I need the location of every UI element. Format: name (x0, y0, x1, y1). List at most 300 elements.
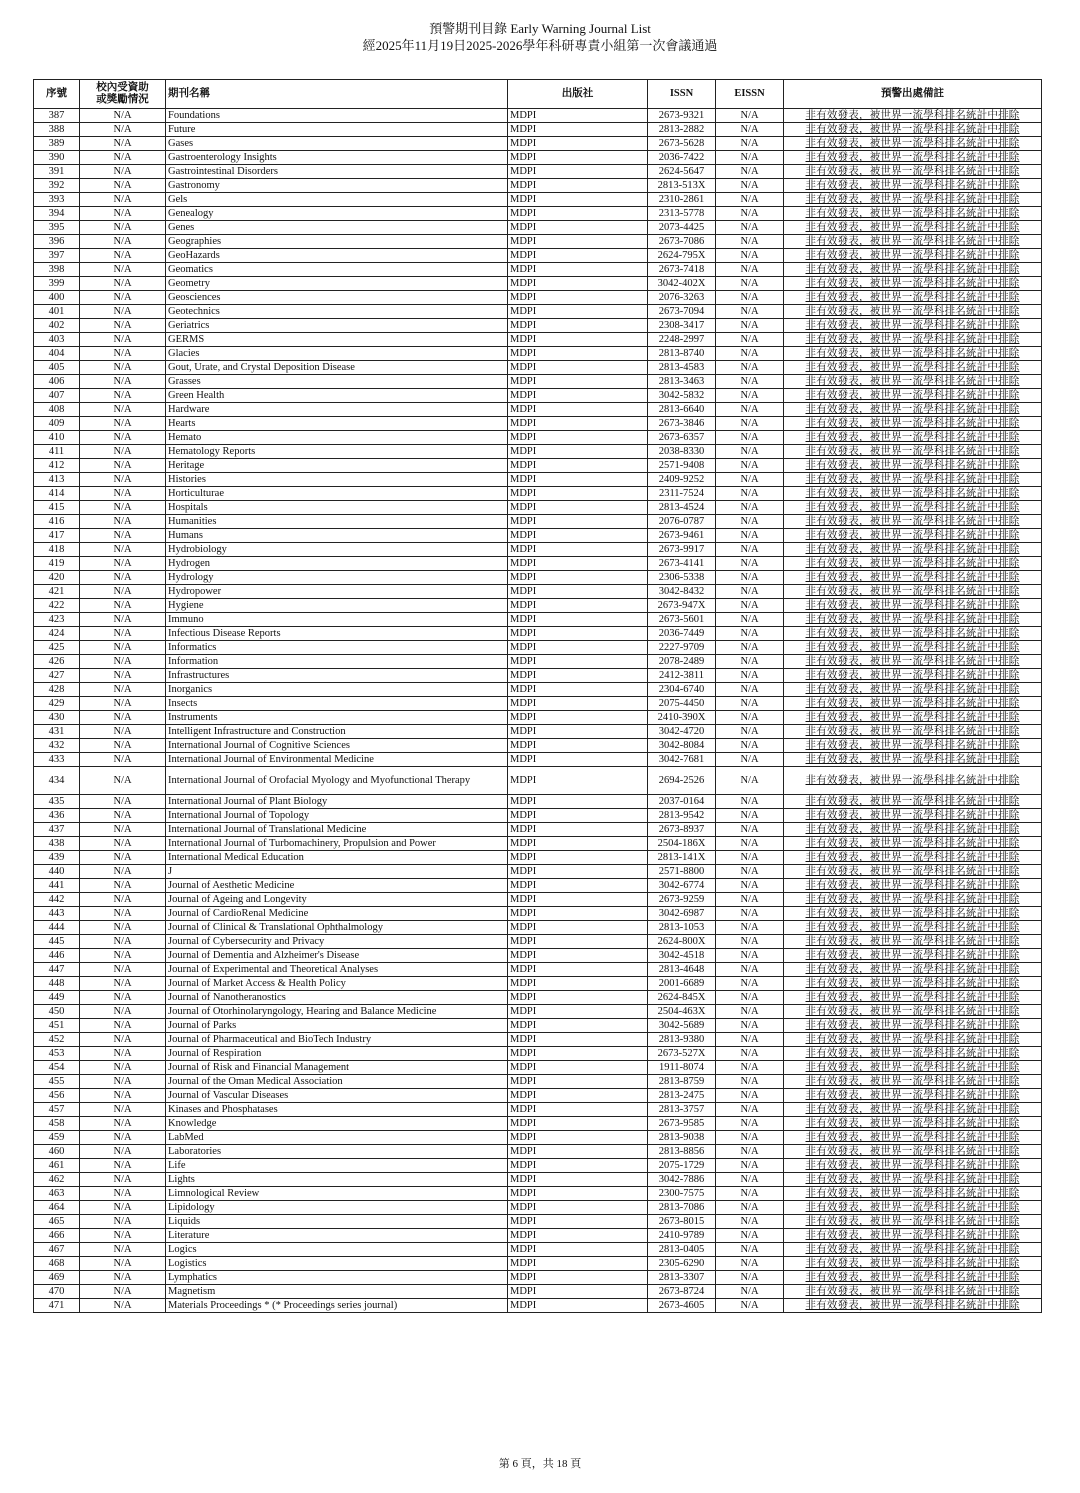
journal-name-cell: Journal of Vascular Diseases (166, 1089, 508, 1103)
eissn-cell: N/A (716, 613, 784, 627)
funding-cell: N/A (80, 1285, 166, 1299)
funding-cell: N/A (80, 837, 166, 851)
eissn-cell: N/A (716, 893, 784, 907)
table-row (34, 1257, 1042, 1271)
journal-name-cell: J (166, 865, 508, 879)
warning-note-cell (784, 739, 1042, 753)
eissn-cell: N/A (716, 165, 784, 179)
journal-name-cell: Journal of CardioRenal Medicine (166, 907, 508, 921)
publisher-cell: MDPI (508, 1173, 648, 1187)
table-row (34, 655, 1042, 669)
warning-note-cell (784, 1173, 1042, 1187)
issn-cell: 2076-3263 (648, 291, 716, 305)
eissn-cell: N/A (716, 501, 784, 515)
publisher-cell: MDPI (508, 1047, 648, 1061)
issn-cell: 2813-9542 (648, 809, 716, 823)
eissn-cell: N/A (716, 907, 784, 921)
eissn-cell: N/A (716, 795, 784, 809)
journal-name-cell: Liquids (166, 1215, 508, 1229)
document-title: 預警期刊目錄 Early Warning Journal List (429, 21, 651, 36)
warning-note-text: 非有效發表，被世界一流學科排名統計中排除 (805, 278, 1020, 289)
table-row (34, 263, 1042, 277)
eissn-cell: N/A (716, 179, 784, 193)
issn-cell: 2813-4583 (648, 361, 716, 375)
table-row (34, 417, 1042, 431)
warning-note-cell (784, 1075, 1042, 1089)
warning-note-cell (784, 1243, 1042, 1257)
journal-name-cell: Insects (166, 697, 508, 711)
warning-note-cell (784, 319, 1042, 333)
table-row (34, 683, 1042, 697)
serial-cell: 399 (34, 277, 80, 291)
issn-cell: 2813-8856 (648, 1145, 716, 1159)
funding-cell: N/A (80, 333, 166, 347)
journal-name-cell: Geographies (166, 235, 508, 249)
eissn-cell: N/A (716, 1299, 784, 1313)
serial-cell: 450 (34, 1005, 80, 1019)
eissn-cell: N/A (716, 1257, 784, 1271)
journal-name-cell: Journal of Nanotheranostics (166, 991, 508, 1005)
warning-note-cell (784, 179, 1042, 193)
warning-note-text: 非有效發表，被世界一流學科排名統計中排除 (805, 362, 1020, 373)
funding-cell: N/A (80, 641, 166, 655)
issn-cell: 2673-4605 (648, 1299, 716, 1313)
serial-cell: 440 (34, 865, 80, 879)
journal-name-cell: Green Health (166, 389, 508, 403)
publisher-cell: MDPI (508, 879, 648, 893)
issn-cell: 3042-402X (648, 277, 716, 291)
serial-cell: 470 (34, 1285, 80, 1299)
warning-note-cell (784, 907, 1042, 921)
issn-cell: 2310-2861 (648, 193, 716, 207)
serial-cell: 471 (34, 1299, 80, 1313)
publisher-cell: MDPI (508, 123, 648, 137)
warning-note-text: 非有效發表，被世界一流學科排名統計中排除 (805, 1244, 1020, 1255)
serial-cell: 389 (34, 137, 80, 151)
publisher-cell: MDPI (508, 767, 648, 795)
header-row (34, 80, 1042, 109)
warning-note-text: 非有效發表，被世界一流學科排名統計中排除 (805, 348, 1020, 359)
col-issn-header: ISSN (648, 80, 716, 109)
publisher-cell: MDPI (508, 193, 648, 207)
table-row (34, 557, 1042, 571)
funding-cell: N/A (80, 1019, 166, 1033)
warning-note-text: 非有效發表，被世界一流學科排名統計中排除 (805, 796, 1020, 807)
col-funding-header: 校內受資助 或獎勵情況 (80, 80, 166, 109)
publisher-cell: MDPI (508, 641, 648, 655)
publisher-cell: MDPI (508, 921, 648, 935)
journal-name-cell: Information (166, 655, 508, 669)
table-row (34, 319, 1042, 333)
issn-cell: 2673-9585 (648, 1117, 716, 1131)
warning-note-text: 非有效發表，被世界一流學科排名統計中排除 (805, 446, 1020, 457)
warning-note-text: 非有效發表，被世界一流學科排名統計中排除 (805, 656, 1020, 667)
serial-cell: 410 (34, 431, 80, 445)
publisher-cell: MDPI (508, 613, 648, 627)
serial-cell: 454 (34, 1061, 80, 1075)
table-row (34, 585, 1042, 599)
publisher-cell: MDPI (508, 501, 648, 515)
warning-note-cell (784, 389, 1042, 403)
publisher-cell: MDPI (508, 851, 648, 865)
warning-note-cell (784, 697, 1042, 711)
publisher-cell: MDPI (508, 1159, 648, 1173)
warning-note-cell (784, 921, 1042, 935)
journal-name-cell: International Journal of Turbomachinery, Propulsion and Power (166, 837, 508, 851)
table-row (34, 1047, 1042, 1061)
eissn-cell: N/A (716, 1187, 784, 1201)
publisher-cell: MDPI (508, 417, 648, 431)
journal-name-cell: International Journal of Topology (166, 809, 508, 823)
warning-note-text: 非有效發表，被世界一流學科排名統計中排除 (805, 1146, 1020, 1157)
eissn-cell: N/A (716, 851, 784, 865)
funding-cell: N/A (80, 599, 166, 613)
eissn-cell: N/A (716, 1047, 784, 1061)
serial-cell: 438 (34, 837, 80, 851)
serial-cell: 405 (34, 361, 80, 375)
issn-cell: 2673-8724 (648, 1285, 716, 1299)
warning-note-text: 非有效發表，被世界一流學科排名統計中排除 (805, 908, 1020, 919)
warning-note-text: 非有效發表，被世界一流學科排名統計中排除 (805, 404, 1020, 415)
table-row (34, 907, 1042, 921)
publisher-cell: MDPI (508, 711, 648, 725)
issn-cell: 2410-9789 (648, 1229, 716, 1243)
eissn-cell: N/A (716, 151, 784, 165)
publisher-cell: MDPI (508, 305, 648, 319)
funding-cell: N/A (80, 711, 166, 725)
serial-cell: 403 (34, 333, 80, 347)
journal-name-cell: Infectious Disease Reports (166, 627, 508, 641)
serial-cell: 436 (34, 809, 80, 823)
publisher-cell: MDPI (508, 543, 648, 557)
journal-name-cell: Hemato (166, 431, 508, 445)
funding-cell: N/A (80, 193, 166, 207)
journal-name-cell: International Journal of Orofacial Myology and Myofunctional Therapy (166, 767, 508, 795)
eissn-cell: N/A (716, 459, 784, 473)
warning-note-cell (784, 1061, 1042, 1075)
journal-name-cell: Glacies (166, 347, 508, 361)
eissn-cell: N/A (716, 571, 784, 585)
warning-note-cell (784, 809, 1042, 823)
table-row (34, 1089, 1042, 1103)
serial-cell: 453 (34, 1047, 80, 1061)
warning-note-text: 非有效發表，被世界一流學科排名統計中排除 (805, 558, 1020, 569)
table-row (34, 711, 1042, 725)
eissn-cell: N/A (716, 305, 784, 319)
warning-note-text: 非有效發表，被世界一流學科排名統計中排除 (805, 152, 1020, 163)
eissn-cell: N/A (716, 935, 784, 949)
issn-cell: 2673-527X (648, 1047, 716, 1061)
col-journal-name-header: 期刊名稱 (166, 80, 508, 109)
warning-note-text: 非有效發表，被世界一流學科排名統計中排除 (805, 754, 1020, 765)
funding-cell: N/A (80, 893, 166, 907)
serial-cell: 387 (34, 109, 80, 123)
journal-name-cell: Immuno (166, 613, 508, 627)
warning-note-cell (784, 879, 1042, 893)
warning-note-text: 非有效發表，被世界一流學科排名統計中排除 (805, 502, 1020, 513)
warning-note-text: 非有效發表，被世界一流學科排名統計中排除 (805, 614, 1020, 625)
warning-note-cell (784, 571, 1042, 585)
issn-cell: 2813-3463 (648, 375, 716, 389)
serial-cell: 437 (34, 823, 80, 837)
funding-cell: N/A (80, 459, 166, 473)
table-row (34, 767, 1042, 795)
serial-cell: 431 (34, 725, 80, 739)
table-row (34, 963, 1042, 977)
issn-cell: 2813-141X (648, 851, 716, 865)
funding-cell: N/A (80, 669, 166, 683)
serial-cell: 408 (34, 403, 80, 417)
publisher-cell: MDPI (508, 277, 648, 291)
warning-note-cell (784, 403, 1042, 417)
warning-note-cell (784, 557, 1042, 571)
warning-note-text: 非有效發表，被世界一流學科排名統計中排除 (805, 432, 1020, 443)
publisher-cell: MDPI (508, 179, 648, 193)
serial-cell: 418 (34, 543, 80, 557)
issn-cell: 2624-795X (648, 249, 716, 263)
table-row (34, 431, 1042, 445)
warning-note-text: 非有效發表，被世界一流學科排名統計中排除 (805, 964, 1020, 975)
warning-note-text: 非有效發表，被世界一流學科排名統計中排除 (805, 810, 1020, 821)
funding-cell: N/A (80, 907, 166, 921)
table-row (34, 1033, 1042, 1047)
funding-cell: N/A (80, 949, 166, 963)
eissn-cell: N/A (716, 1103, 784, 1117)
issn-cell: 2813-3307 (648, 1271, 716, 1285)
table-row (34, 109, 1042, 123)
issn-cell: 2571-9408 (648, 459, 716, 473)
publisher-cell: MDPI (508, 487, 648, 501)
table-row (34, 193, 1042, 207)
eissn-cell: N/A (716, 529, 784, 543)
serial-cell: 407 (34, 389, 80, 403)
issn-cell: 2813-0405 (648, 1243, 716, 1257)
journal-name-cell: Knowledge (166, 1117, 508, 1131)
journal-name-cell: Geosciences (166, 291, 508, 305)
funding-cell: N/A (80, 585, 166, 599)
publisher-cell: MDPI (508, 809, 648, 823)
journal-name-cell: Journal of Aesthetic Medicine (166, 879, 508, 893)
publisher-cell: MDPI (508, 1033, 648, 1047)
funding-cell: N/A (80, 389, 166, 403)
table-row (34, 1019, 1042, 1033)
table-row (34, 1299, 1042, 1313)
publisher-cell: MDPI (508, 529, 648, 543)
eissn-cell: N/A (716, 837, 784, 851)
table-row (34, 837, 1042, 851)
warning-note-text: 非有效發表，被世界一流學科排名統計中排除 (805, 1230, 1020, 1241)
publisher-cell: MDPI (508, 949, 648, 963)
warning-note-text: 非有效發表，被世界一流學科排名統計中排除 (805, 222, 1020, 233)
issn-cell: 2248-2997 (648, 333, 716, 347)
page-footer: 第 6 頁，共 18 頁 (498, 1458, 582, 1470)
eissn-cell: N/A (716, 641, 784, 655)
funding-cell: N/A (80, 1131, 166, 1145)
journal-name-cell: Journal of Risk and Financial Management (166, 1061, 508, 1075)
funding-cell: N/A (80, 823, 166, 837)
funding-cell: N/A (80, 221, 166, 235)
publisher-cell: MDPI (508, 1005, 648, 1019)
document-subtitle: 經2025年11月19日2025-2026學年科研專責小組第一次會議通過 (362, 38, 718, 53)
warning-note-text: 非有效發表，被世界一流學科排名統計中排除 (805, 838, 1020, 849)
serial-cell: 467 (34, 1243, 80, 1257)
warning-note-text: 非有效發表，被世界一流學科排名統計中排除 (805, 852, 1020, 863)
serial-cell: 391 (34, 165, 80, 179)
publisher-cell: MDPI (508, 263, 648, 277)
serial-cell: 401 (34, 305, 80, 319)
warning-note-text: 非有效發表，被世界一流學科排名統計中排除 (805, 880, 1020, 891)
warning-note-text: 非有效發表，被世界一流學科排名統計中排除 (805, 922, 1020, 933)
funding-cell: N/A (80, 963, 166, 977)
table-row (34, 291, 1042, 305)
issn-cell: 2813-9380 (648, 1033, 716, 1047)
serial-cell: 428 (34, 683, 80, 697)
table-row (34, 1075, 1042, 1089)
publisher-cell: MDPI (508, 977, 648, 991)
funding-cell: N/A (80, 613, 166, 627)
warning-note-text: 非有效發表，被世界一流學科排名統計中排除 (805, 180, 1020, 191)
funding-cell: N/A (80, 767, 166, 795)
funding-cell: N/A (80, 1201, 166, 1215)
journal-name-cell: Kinases and Phosphatases (166, 1103, 508, 1117)
issn-cell: 2306-5338 (648, 571, 716, 585)
journal-name-cell: Hydropower (166, 585, 508, 599)
table-row (34, 221, 1042, 235)
table-row (34, 529, 1042, 543)
issn-cell: 2673-4141 (648, 557, 716, 571)
warning-note-text: 非有效發表，被世界一流學科排名統計中排除 (805, 488, 1020, 499)
issn-cell: 2673-947X (648, 599, 716, 613)
publisher-cell: MDPI (508, 655, 648, 669)
table-row (34, 277, 1042, 291)
serial-cell: 469 (34, 1271, 80, 1285)
eissn-cell: N/A (716, 123, 784, 137)
publisher-cell: MDPI (508, 585, 648, 599)
eissn-cell: N/A (716, 487, 784, 501)
journal-name-cell: Inorganics (166, 683, 508, 697)
eissn-cell: N/A (716, 375, 784, 389)
publisher-cell: MDPI (508, 375, 648, 389)
serial-cell: 455 (34, 1075, 80, 1089)
issn-cell: 2813-8759 (648, 1075, 716, 1089)
serial-cell: 430 (34, 711, 80, 725)
warning-note-text: 非有效發表，被世界一流學科排名統計中排除 (805, 726, 1020, 737)
warning-note-text: 非有效發表，被世界一流學科排名統計中排除 (805, 1258, 1020, 1269)
eissn-cell: N/A (716, 669, 784, 683)
warning-note-text: 非有效發表，被世界一流學科排名統計中排除 (805, 740, 1020, 751)
eissn-cell: N/A (716, 585, 784, 599)
eissn-cell: N/A (716, 1033, 784, 1047)
table-row (34, 1243, 1042, 1257)
journal-name-cell: Journal of Respiration (166, 1047, 508, 1061)
journal-name-cell: Journal of Pharmaceutical and BioTech Industry (166, 1033, 508, 1047)
warning-note-cell (784, 515, 1042, 529)
journal-name-cell: Genealogy (166, 207, 508, 221)
serial-cell: 432 (34, 739, 80, 753)
issn-cell: 2813-4524 (648, 501, 716, 515)
funding-cell: N/A (80, 123, 166, 137)
serial-cell: 463 (34, 1187, 80, 1201)
journal-name-cell: Infrastructures (166, 669, 508, 683)
table-row (34, 459, 1042, 473)
publisher-cell: MDPI (508, 1201, 648, 1215)
funding-cell: N/A (80, 1187, 166, 1201)
issn-cell: 2227-9709 (648, 641, 716, 655)
funding-cell: N/A (80, 627, 166, 641)
journal-name-cell: Life (166, 1159, 508, 1173)
eissn-cell: N/A (716, 431, 784, 445)
eissn-cell: N/A (716, 1201, 784, 1215)
journal-name-cell: Heritage (166, 459, 508, 473)
warning-note-text: 非有效發表，被世界一流學科排名統計中排除 (805, 586, 1020, 597)
warning-note-cell (784, 123, 1042, 137)
table-row (34, 613, 1042, 627)
funding-cell: N/A (80, 235, 166, 249)
issn-cell: 2673-7418 (648, 263, 716, 277)
funding-cell: N/A (80, 151, 166, 165)
warning-note-text: 非有效發表，被世界一流學科排名統計中排除 (805, 978, 1020, 989)
table-row (34, 991, 1042, 1005)
eissn-cell: N/A (716, 963, 784, 977)
table-row (34, 641, 1042, 655)
issn-cell: 3042-6987 (648, 907, 716, 921)
publisher-cell: MDPI (508, 739, 648, 753)
journal-name-cell: Hydrology (166, 571, 508, 585)
publisher-cell: MDPI (508, 907, 648, 921)
publisher-cell: MDPI (508, 347, 648, 361)
serial-cell: 394 (34, 207, 80, 221)
eissn-cell: N/A (716, 725, 784, 739)
serial-cell: 388 (34, 123, 80, 137)
table-row (34, 305, 1042, 319)
publisher-cell: MDPI (508, 627, 648, 641)
funding-cell: N/A (80, 683, 166, 697)
issn-cell: 2673-3846 (648, 417, 716, 431)
eissn-cell: N/A (716, 697, 784, 711)
warning-note-cell (784, 473, 1042, 487)
table-row (34, 865, 1042, 879)
issn-cell: 2673-9321 (648, 109, 716, 123)
publisher-cell: MDPI (508, 935, 648, 949)
issn-cell: 2313-5778 (648, 207, 716, 221)
funding-cell: N/A (80, 697, 166, 711)
eissn-cell: N/A (716, 473, 784, 487)
publisher-cell: MDPI (508, 1103, 648, 1117)
warning-note-text: 非有效發表，被世界一流學科排名統計中排除 (805, 992, 1020, 1003)
funding-cell: N/A (80, 515, 166, 529)
warning-note-text: 非有效發表，被世界一流學科排名統計中排除 (805, 110, 1020, 121)
publisher-cell: MDPI (508, 1229, 648, 1243)
warning-note-cell (784, 417, 1042, 431)
funding-cell: N/A (80, 165, 166, 179)
funding-cell: N/A (80, 1257, 166, 1271)
publisher-cell: MDPI (508, 389, 648, 403)
serial-cell: 439 (34, 851, 80, 865)
journal-name-cell: Grasses (166, 375, 508, 389)
eissn-cell: N/A (716, 319, 784, 333)
journal-name-cell: Hematology Reports (166, 445, 508, 459)
funding-cell: N/A (80, 1075, 166, 1089)
eissn-cell: N/A (716, 1145, 784, 1159)
warning-note-cell (784, 977, 1042, 991)
warning-note-text: 非有效發表，被世界一流學科排名統計中排除 (805, 824, 1020, 835)
issn-cell: 2409-9252 (648, 473, 716, 487)
serial-cell: 415 (34, 501, 80, 515)
issn-cell: 2673-9461 (648, 529, 716, 543)
funding-cell: N/A (80, 1173, 166, 1187)
table-row (34, 137, 1042, 151)
issn-cell: 2311-7524 (648, 487, 716, 501)
